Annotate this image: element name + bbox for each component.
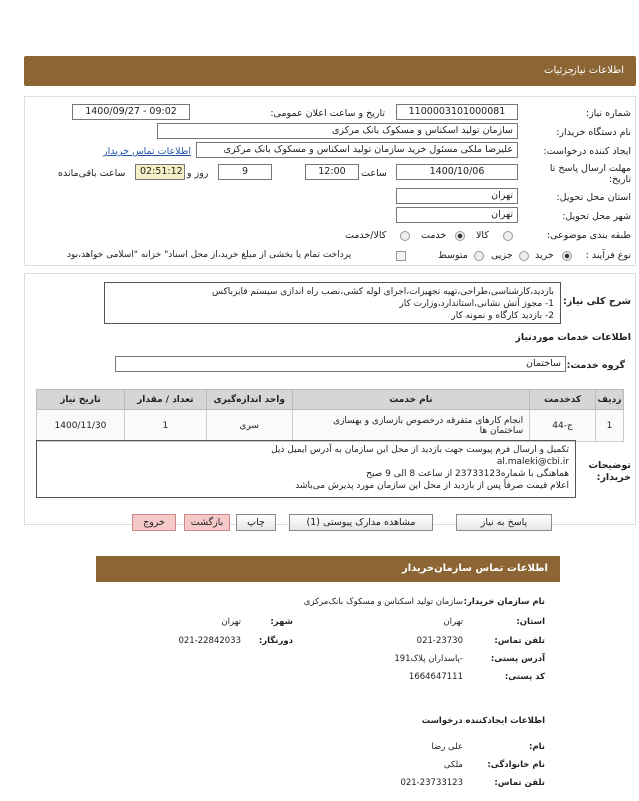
need-number-label: شماره نیاز: xyxy=(585,108,631,119)
province-field: تهران xyxy=(396,188,518,204)
description-line: 2- بازدید کارگاه و نمونه کار xyxy=(451,311,554,321)
attachments-button[interactable]: مشاهده مدارک پیوستی (1) xyxy=(289,514,433,531)
radio-partial[interactable] xyxy=(519,251,529,261)
creator-field: علیرضا ملکی مسئول خرید سازمان تولید اسکناس و مسکوک بانک مرکزی xyxy=(196,142,518,158)
table-header-row xyxy=(37,390,624,410)
contact-buyer-name: سازمان تولید اسکناس و مسکوک بانک‌مرکزی xyxy=(303,597,463,607)
radio-goods[interactable] xyxy=(503,231,513,241)
remaining-label: ساعت باقی‌مانده xyxy=(58,168,126,179)
province-label: استان محل تحویل: xyxy=(556,192,631,203)
radio-buy[interactable] xyxy=(562,251,572,261)
description-line: بازدید،کارشناسی،طراحی،تهیه تجهیزات،اجرای لوله کشی،نصب راه اندازی سیستم فایرباکس xyxy=(212,287,554,297)
cell-unit: سری xyxy=(206,410,292,442)
treasury-checkbox[interactable] xyxy=(396,251,406,261)
process-label: نوع فرآیند : xyxy=(585,250,631,261)
radio-service[interactable] xyxy=(455,231,465,241)
creator-label: ایجاد کننده درخواست: xyxy=(543,146,631,157)
radio-goods-label: کالا xyxy=(476,230,489,241)
radio-goods-service-label: کالا/خدمت xyxy=(345,230,387,241)
contact-phone-label: تلفن تماس: xyxy=(494,636,545,646)
contact-postal: 1664647111 xyxy=(408,672,463,682)
exit-button[interactable]: خروج xyxy=(132,514,176,531)
creator-phone: 021-23733123 xyxy=(400,778,463,788)
payment-note: پرداخت تمام یا بخشی از مبلغ خرید،از محل اسناد" خزانه "اسلامی خواهد،بود xyxy=(67,250,352,260)
header-bar xyxy=(24,56,636,86)
creator-first-name-label: نام: xyxy=(528,742,545,752)
contact-address-label: آدرس پستی: xyxy=(490,654,545,664)
contact-fax: 021-22842033 xyxy=(178,636,241,646)
need-number-field: 1100003101000081 xyxy=(396,104,518,120)
cell-qty: 1 xyxy=(124,410,206,442)
remaining-time-field: 02:51:12 xyxy=(135,164,185,180)
creator-phone-label: تلفن تماس: xyxy=(494,778,545,788)
reply-button[interactable]: پاسخ به نیاز xyxy=(456,514,552,531)
deadline-time-field: 12:00 xyxy=(305,164,359,180)
tab-need-info[interactable]: اطلاعات نیاز xyxy=(572,65,624,76)
service-group-label: گروه خدمت: xyxy=(566,360,625,371)
description-label: شرح کلی نیاز: xyxy=(562,296,631,307)
contact-fax-label: دورنگار: xyxy=(258,636,293,646)
days-label: روز و xyxy=(187,168,209,179)
city-label: شهر محل تحویل: xyxy=(562,211,631,222)
description-line: 1- مجوز آتش نشانی،استاندارد،وزارت کار xyxy=(399,299,554,309)
contact-city-label: شهر: xyxy=(270,617,293,627)
radio-goods-service[interactable] xyxy=(400,231,410,241)
category-label: طبقه بندی موضوعی: xyxy=(546,230,631,241)
services-table xyxy=(36,389,624,442)
services-section-title: اطلاعات خدمات موردنیاز xyxy=(515,332,631,343)
col-row: ردیف xyxy=(596,390,624,410)
notes-line: al.maleki@cbi.ir xyxy=(496,457,569,467)
buyer-notes-box xyxy=(36,440,576,498)
back-button[interactable]: بازگشت xyxy=(184,514,230,531)
deadline-date-field: 1400/10/06 xyxy=(396,164,518,180)
announce-label: تاریخ و ساعت اعلان عمومی: xyxy=(270,108,385,119)
contact-city: تهران xyxy=(221,617,241,627)
creator-info-title: اطلاعات ایجادکننده درخواست xyxy=(421,716,545,726)
service-group-field: ساختمان xyxy=(115,356,566,372)
announce-field: 1400/09/27 - 09:02 xyxy=(72,104,190,120)
cell-row: 1 xyxy=(596,410,624,442)
col-unit: واحد اندازه‌گیری xyxy=(206,390,292,410)
radio-partial-label: جزیی xyxy=(491,250,513,261)
col-code: کدخدمت xyxy=(530,390,596,410)
creator-last-name-label: نام خانوادگی: xyxy=(487,760,545,770)
contact-province: تهران xyxy=(443,617,463,627)
col-qty: تعداد / مقدار xyxy=(124,390,206,410)
cell-name: انجام کارهای متفرقه درخصوص بازسازی و بهسازی ساختمان ها xyxy=(292,410,529,442)
creator-last-name: ملکی xyxy=(443,760,463,770)
notes-line: هماهنگی با شماره23733123 از ساعت 8 الی 9 صبح xyxy=(366,469,569,479)
radio-medium-label: متوسط xyxy=(438,250,468,261)
creator-first-name: علی رضا xyxy=(431,742,463,752)
description-box xyxy=(104,282,561,324)
tab-details[interactable]: جزئیات xyxy=(544,65,574,76)
contact-title: اطلاعات تماس سازمان‌خریدار xyxy=(401,563,548,574)
contact-phone: 021-23730 xyxy=(416,636,463,646)
radio-buy-label: خرید xyxy=(535,250,554,261)
notes-line: اعلام قیمت صرفاً پس از بازدید از محل این سازمان مورد پذیرش می‌باشد xyxy=(295,481,569,491)
days-field: 9 xyxy=(218,164,272,180)
buyer-notes-label: توضیحات خریدار: xyxy=(588,460,631,483)
radio-medium[interactable] xyxy=(474,251,484,261)
table-row xyxy=(37,410,624,442)
contact-buyer-name-label: نام سازمان خریدار: xyxy=(463,597,545,607)
col-date: تاریخ نیاز xyxy=(37,390,125,410)
buyer-contact-link[interactable]: اطلاعات تماس خریدار xyxy=(103,146,192,157)
buyer-org-field: سازمان تولید اسکناس و مسکوک بانک مرکزی xyxy=(157,123,518,139)
cell-date: 1400/11/30 xyxy=(37,410,125,442)
notes-line: تکمیل و ارسال فرم پیوست جهت بازدید از محل این سازمان به آدرس ایمیل ذیل xyxy=(271,445,569,455)
radio-service-label: خدمت xyxy=(421,230,447,241)
cell-code: ج-44 xyxy=(530,410,596,442)
contact-address: -پاسداران پلاک191 xyxy=(394,654,463,664)
contact-province-label: استان: xyxy=(516,617,545,627)
col-name: نام خدمت xyxy=(292,390,529,410)
print-button[interactable]: چاپ xyxy=(236,514,276,531)
deadline-time-label: ساعت xyxy=(361,168,387,179)
city-field: تهران xyxy=(396,207,518,223)
buyer-org-label: نام دستگاه خریدار: xyxy=(556,127,631,138)
contact-header xyxy=(96,556,560,582)
deadline-label: مهلت ارسال پاسخ تا تاریخ: xyxy=(549,163,631,185)
contact-postal-label: کد پستی: xyxy=(504,672,545,682)
